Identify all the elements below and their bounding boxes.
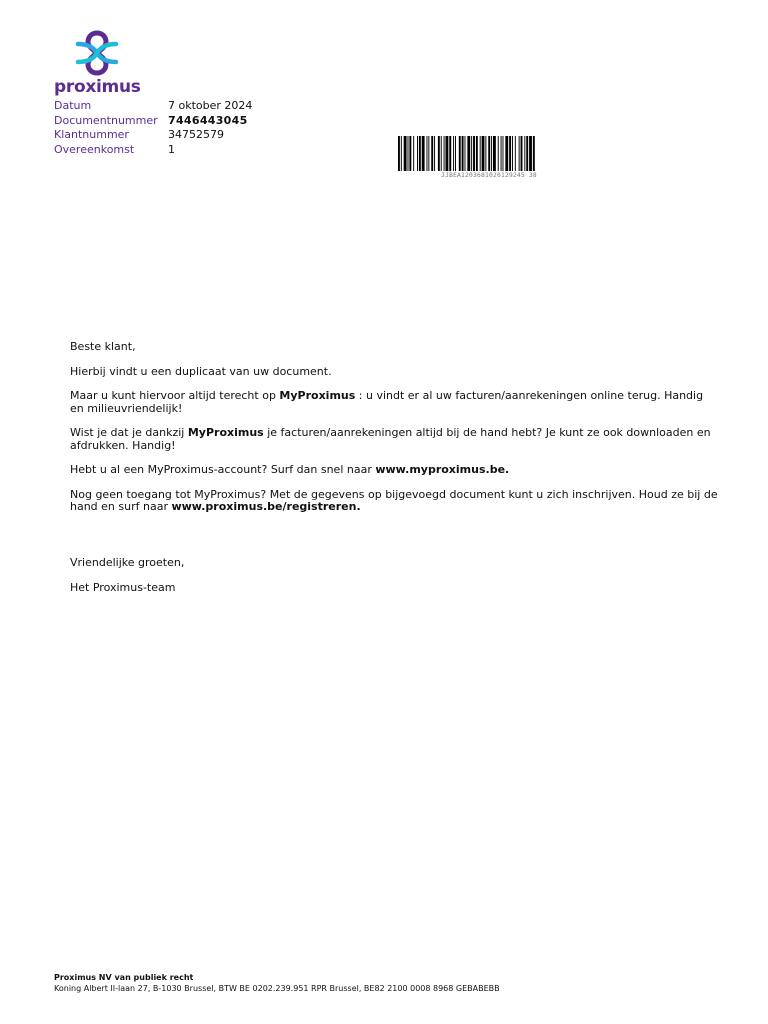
myproximus-highlight: MyProximus [279,389,356,403]
myproximus-highlight: MyProximus [187,426,264,440]
barcode-bar [493,136,496,171]
barcode-bar [441,136,442,171]
paragraph-text: Maar u kunt hiervoor altijd terecht op [70,389,280,403]
barcode-bar [476,136,478,171]
barcode-bar [471,136,472,171]
barcode-bar [438,136,440,171]
barcode-bars [398,136,580,171]
barcode-bar [449,136,451,171]
barcode-bar [529,136,532,171]
paragraph-register [70,489,720,513]
meta-row-agreement [54,143,252,158]
footer-address: Koning Albert II-laan 27, B-1030 Brussel, BTW BE 0202.239.951 RPR Brussel, BE82 2100 0008 8968 GEBABEBB [54,984,500,993]
barcode-bar [408,136,409,171]
footer [54,972,500,994]
barcode-bar [503,136,504,171]
barcode-bar [521,136,523,171]
paragraph-text: : u vindt er al uw facturen/aanrekeningen online terug. Handig en milieuvriendelijk! [70,389,704,415]
barcode-bar [409,136,411,171]
agreement-value: 1 [168,143,175,157]
barcode-bar [417,136,418,171]
paragraph-text: Hebt u al een MyProximus-account? Surf dan snel naar [70,463,376,477]
proximus-x-icon [74,30,120,76]
barcode-bar [501,136,502,171]
agreement-label: Overeenkomst [54,143,135,157]
barcode-bar [512,136,513,171]
barcode-bar [526,136,528,171]
paragraph-duplicate: Hierbij vindt u een duplicaat van uw document. [70,364,332,378]
barcode-bar [431,136,433,171]
myproximus-url: www.myproximus.be. [375,463,510,477]
barcode-bar [398,136,400,171]
barcode-bar [401,136,402,171]
customer-number-label: Klantnummer [54,128,129,142]
customer-number-value: 34752579 [168,128,224,142]
barcode-bar [428,136,429,171]
date-value: 7 oktober 2024 [168,99,253,112]
barcode-bar [505,136,508,171]
barcode-bar [462,136,464,171]
barcode-bar [491,136,492,171]
signature: Het Proximus-team [70,581,176,595]
meta-row-customer-number [54,128,252,143]
document-number-value: 7446443045 [168,113,248,127]
barcode-bar [533,136,535,171]
document-meta [54,99,252,158]
barcode-bar [498,136,499,171]
barcode-bar [480,136,481,171]
paragraph-text: Nog geen toegang tot MyProximus? Met de gegevens op bijgevoegd document kunt u zich inschrijven. Houd ze bij de hand en surf naar [70,487,718,514]
paragraph-text: je facturen/aanrekeningen altijd bij de hand hebt? Je kunt ze ook downloaden en afdrukken. Handig! [70,426,711,452]
barcode-bar [488,136,490,171]
paragraph-text: Wist je dat je dankzij [70,426,188,440]
barcode [398,136,580,179]
barcode-text: JJBEA1203681020129245 38 [441,172,537,179]
document-number-label: Documentnummer [54,113,158,127]
barcode-bar [404,136,407,171]
brand-name: proximus [54,77,141,97]
footer-company: Proximus NV van publiek recht [54,973,194,982]
barcode-bar [467,136,470,171]
barcode-bar [465,136,466,171]
barcode-bar [422,136,425,171]
barcode-bar [434,136,435,171]
barcode-bar [427,136,428,171]
letter-body [70,341,720,594]
meta-row-document-number [54,114,252,129]
barcode-bar [473,136,475,171]
barcode-bar [413,136,414,171]
barcode-bar [519,136,520,171]
barcode-bar [444,136,445,171]
barcode-bar [485,136,486,171]
closing: Vriendelijke groeten, [70,556,185,570]
barcode-bar [455,136,456,171]
barcode-bar [524,136,525,171]
proximus-logo [54,30,140,98]
date-label: Datum [54,99,92,112]
barcode-bar [509,136,511,171]
paragraph-did-you-know [70,427,720,451]
barcode-bar [459,136,461,171]
register-url: www.proximus.be/registreren. [171,500,361,514]
barcode-bar [515,136,516,171]
barcode-bar [446,136,449,171]
barcode-bar [453,136,454,171]
barcode-bar [482,136,485,171]
barcode-bar [419,136,421,171]
paragraph-account [70,464,720,476]
greeting: Beste klant, [70,340,136,353]
meta-row-date [54,99,252,114]
paragraph-myproximus [70,390,720,414]
